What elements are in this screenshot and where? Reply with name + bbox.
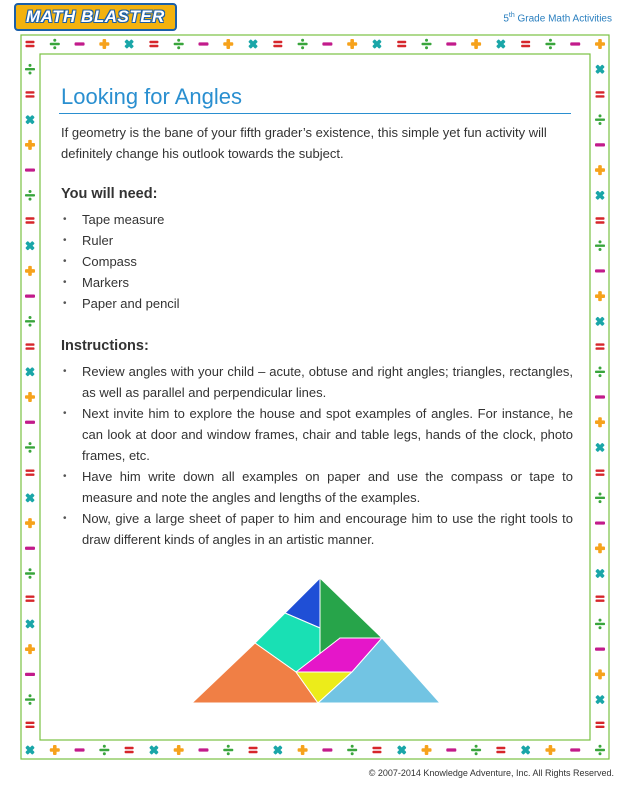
plus-icon xyxy=(25,140,35,150)
minus-icon xyxy=(595,521,605,524)
minus-icon xyxy=(198,748,208,751)
plus-icon xyxy=(595,39,605,49)
equals-icon xyxy=(596,596,605,602)
divide-icon xyxy=(25,190,35,201)
equals-icon xyxy=(596,91,605,97)
list-item: • Compass xyxy=(61,251,573,272)
divide-icon xyxy=(50,39,60,50)
plus-icon xyxy=(595,543,605,553)
minus-icon xyxy=(570,42,580,45)
minus-icon xyxy=(75,42,85,45)
equals-icon xyxy=(26,722,35,728)
copyright-footer: © 2007-2014 Knowledge Adventure, Inc. All Rights Reserved. xyxy=(368,768,614,778)
times-icon xyxy=(494,37,508,51)
minus-icon xyxy=(198,42,208,45)
plus-icon xyxy=(223,39,233,49)
minus-icon xyxy=(75,748,85,751)
times-icon xyxy=(23,365,37,379)
grade-text: Grade Math Activities xyxy=(517,13,612,25)
times-icon xyxy=(23,113,37,127)
times-icon xyxy=(593,440,607,454)
tangram-triangle xyxy=(190,575,442,705)
intro-paragraph: If geometry is the bane of your fifth grader’s existence, this simple yet fun activity will definitely change his outlook towards the subject. xyxy=(61,125,547,161)
divide-icon xyxy=(471,745,481,756)
minus-icon xyxy=(446,42,456,45)
divide-icon xyxy=(595,619,605,630)
equals-icon xyxy=(596,469,605,475)
equals-icon xyxy=(596,722,605,728)
plus-icon xyxy=(298,745,308,755)
divide-icon xyxy=(422,39,432,50)
divide-icon xyxy=(25,64,35,75)
times-icon xyxy=(593,566,607,580)
list-item: • Have him write down all examples on paper and use the compass or tape to measure and note the angles and lengths of the examples. xyxy=(61,466,573,508)
plus-icon xyxy=(25,644,35,654)
times-icon xyxy=(271,743,285,757)
plus-icon xyxy=(471,39,481,49)
list-item: • Next invite him to explore the house and spot examples of angles. For instance, he can look at door and window frames, chair and table legs, hands of the clock, photo frames, etc. xyxy=(61,403,573,466)
times-icon xyxy=(147,743,161,757)
equals-icon xyxy=(273,41,282,47)
instructions-heading: Instructions: xyxy=(61,338,149,354)
divide-icon xyxy=(25,442,35,453)
grade-suffix: th xyxy=(508,12,515,19)
times-icon xyxy=(593,314,607,328)
plus-icon xyxy=(422,745,432,755)
list-item: • Tape measure xyxy=(61,209,573,230)
times-icon xyxy=(23,239,37,253)
needs-list xyxy=(61,209,573,314)
plus-icon xyxy=(25,518,35,528)
times-icon xyxy=(23,743,37,757)
equals-icon xyxy=(26,596,35,602)
times-icon xyxy=(593,62,607,76)
divide-icon xyxy=(99,745,109,756)
divide-icon xyxy=(25,694,35,705)
equals-icon xyxy=(125,747,134,753)
minus-icon xyxy=(25,295,35,298)
list-item: • Markers xyxy=(61,272,573,293)
math-blaster-logo[interactable]: MATH BLASTER xyxy=(14,3,177,31)
equals-icon xyxy=(26,41,35,47)
page-header xyxy=(0,0,630,32)
divide-icon xyxy=(595,493,605,504)
minus-icon xyxy=(570,748,580,751)
times-icon xyxy=(23,491,37,505)
minus-icon xyxy=(25,421,35,424)
minus-icon xyxy=(25,673,35,676)
divide-icon xyxy=(595,240,605,251)
minus-icon xyxy=(322,42,332,45)
plus-icon xyxy=(50,745,60,755)
needs-heading: You will need: xyxy=(61,186,158,202)
times-icon xyxy=(122,37,136,51)
equals-icon xyxy=(26,217,35,223)
list-item: • Ruler xyxy=(61,230,573,251)
plus-icon xyxy=(595,669,605,679)
divide-icon xyxy=(25,316,35,327)
divide-icon xyxy=(595,745,605,756)
divide-icon xyxy=(595,366,605,377)
plus-icon xyxy=(25,266,35,276)
equals-icon xyxy=(372,747,381,753)
list-item: • Paper and pencil xyxy=(61,293,573,314)
times-icon xyxy=(23,617,37,631)
equals-icon xyxy=(249,747,258,753)
plus-icon xyxy=(347,39,357,49)
divide-icon xyxy=(545,39,555,50)
times-icon xyxy=(370,37,384,51)
equals-icon xyxy=(496,747,505,753)
plus-icon xyxy=(99,39,109,49)
minus-icon xyxy=(322,748,332,751)
minus-icon xyxy=(25,547,35,550)
divide-icon xyxy=(174,39,184,50)
times-icon xyxy=(593,693,607,707)
grade-number: 5 xyxy=(503,13,509,25)
minus-icon xyxy=(446,748,456,751)
times-icon xyxy=(246,37,260,51)
title-divider xyxy=(59,113,571,114)
equals-icon xyxy=(26,469,35,475)
minus-icon xyxy=(25,168,35,171)
plus-icon xyxy=(25,392,35,402)
divide-icon xyxy=(25,568,35,579)
plus-icon xyxy=(595,165,605,175)
divide-icon xyxy=(298,39,308,50)
equals-icon xyxy=(26,91,35,97)
plus-icon xyxy=(545,745,555,755)
list-item: • Review angles with your child – acute, obtuse and right angles; triangles, rectangles, as well as parallel and perpendicular lines. xyxy=(61,361,573,403)
plus-icon xyxy=(174,745,184,755)
equals-icon xyxy=(149,41,158,47)
equals-icon xyxy=(521,41,530,47)
times-icon xyxy=(593,188,607,202)
times-icon xyxy=(519,743,533,757)
divide-icon xyxy=(595,114,605,125)
minus-icon xyxy=(595,648,605,651)
plus-icon xyxy=(595,291,605,301)
page-title: Looking for Angles xyxy=(61,84,243,109)
equals-icon xyxy=(26,343,35,349)
grade-label xyxy=(503,12,612,24)
plus-icon xyxy=(595,417,605,427)
minus-icon xyxy=(595,395,605,398)
times-icon xyxy=(395,743,409,757)
list-item: • Now, give a large sheet of paper to him and encourage him to use the right tools to draw different kinds of angles in an artistic manner. xyxy=(61,508,573,550)
minus-icon xyxy=(595,269,605,272)
divide-icon xyxy=(347,745,357,756)
equals-icon xyxy=(596,217,605,223)
divide-icon xyxy=(223,745,233,756)
equals-icon xyxy=(596,343,605,349)
minus-icon xyxy=(595,143,605,146)
instructions-list xyxy=(61,361,573,550)
equals-icon xyxy=(397,41,406,47)
